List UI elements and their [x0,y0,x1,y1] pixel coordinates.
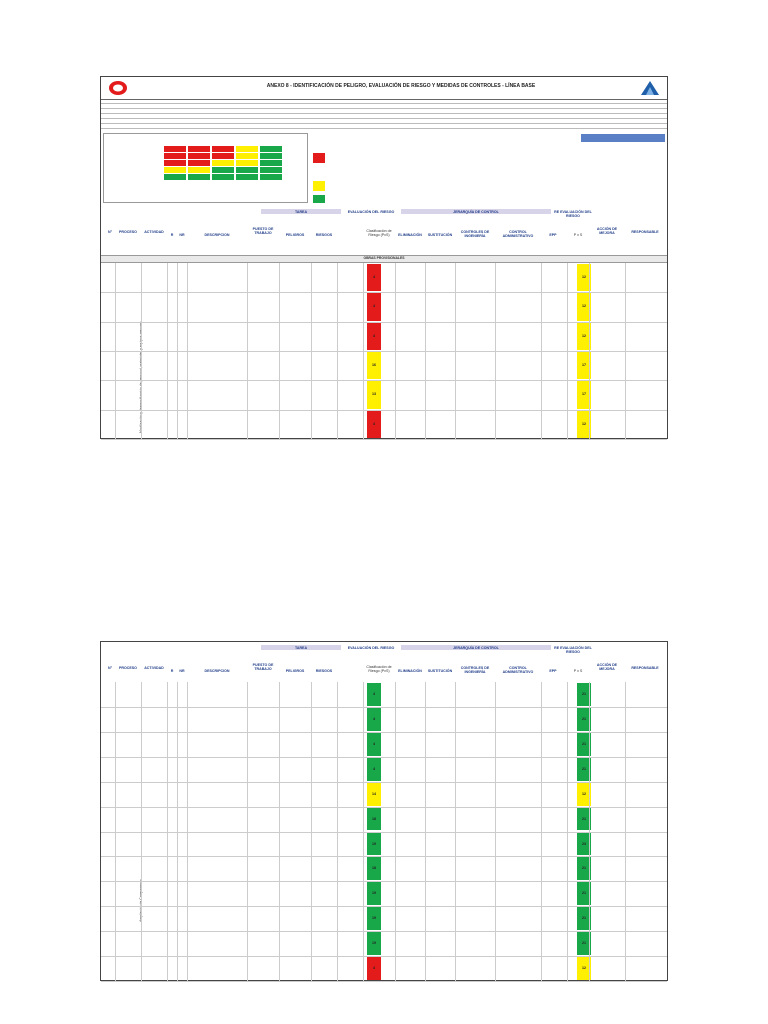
header-eliminacion: ELIMINACIÓN [398,669,422,673]
column-divider [589,682,590,981]
residual-risk-cell: 21 [577,758,591,781]
header-administrativo: CONTROL ADMINISTRATIVO [502,230,534,238]
header-actividad: ACTIVIDAD [144,666,164,670]
page-one [100,76,668,439]
residual-risk-cell: 12 [577,264,591,291]
column-divider [425,682,426,981]
risk-level-cell: 18 [367,808,381,831]
header-peligros: PELIGROS [285,233,305,237]
risk-level-cell: 16 [367,352,381,379]
residual-risk-cell: 23 [577,833,591,856]
header-eliminacion: ELIMINACIÓN [398,233,422,237]
header-clasificacion: Clasificación de Riesgo (PxS) [366,665,392,673]
residual-risk-cell: 21 [577,733,591,756]
section-title: OBRAS PROVISIONALES [363,256,405,260]
risk-level-cell: 19 [367,907,381,930]
header-n: N° [107,666,113,670]
header-ingenieria: CONTROLES DE INGENIERÍA [460,666,490,674]
risk-level-cell: 13 [367,381,381,408]
column-divider [141,682,142,981]
header-nr: NR [179,233,185,237]
table-row-divider [101,439,667,440]
header-accion: ACCIÓN DE MEJORA [596,663,618,671]
column-divider [279,263,280,439]
column-divider [495,682,496,981]
risk-level-cell: 4 [367,708,381,731]
column-divider [625,682,626,981]
column-divider [495,263,496,439]
column-divider [395,263,396,439]
risk-level-cell: 4 [367,293,381,320]
column-divider [425,263,426,439]
column-divider [541,682,542,981]
risk-level-cell: 19 [367,833,381,856]
header-administrativo: CONTROL ADMINISTRATIVO [502,666,534,674]
header-ingenieria: CONTROLES DE INGENIERÍA [460,230,490,238]
column-divider [187,263,188,439]
risk-level-cell: 4 [367,733,381,756]
header-reevaluacion: RE EVALUACIÓN DEL RIESGO [554,210,592,218]
header-pxs: P x S [573,669,583,673]
residual-risk-cell: 17 [577,381,591,408]
residual-risk-cell: 12 [577,957,591,980]
table-row-divider [101,981,667,982]
residual-risk-cell: 21 [577,683,591,706]
column-divider [455,263,456,439]
column-divider [363,263,364,439]
column-divider [455,682,456,981]
header-r: R [170,669,174,673]
residual-risk-cell: 12 [577,411,591,438]
header-tarea: TAREA [294,210,308,214]
column-divider [625,263,626,439]
column-divider [541,263,542,439]
column-divider [247,263,248,439]
risk-level-cell: 19 [367,932,381,955]
header-clasificacion: Clasificación de Riesgo (PxS) [366,229,392,237]
risk-level-cell: 19 [367,882,381,905]
column-divider [187,682,188,981]
header-epp: EPP [549,233,557,237]
residual-risk-cell: 12 [577,783,591,806]
header-proceso: PROCESO [119,230,137,234]
column-divider [311,263,312,439]
column-divider [247,682,248,981]
legend-band [581,134,665,142]
document-title: ANEXO 8 - IDENTIFICACIÓN DE PELIGRO, EVALUACIÓN DE RIESGO Y MEDIDAS DE CONTROLES - LÍNEA BASE [266,83,536,89]
column-divider [115,682,116,981]
column-divider [363,682,364,981]
column-divider [167,263,168,439]
header-descripcion: DESCRIPCION [204,669,230,673]
header-accion: ACCIÓN DE MEJORA [596,227,618,235]
header-sustitucion: SUSTITUCIÓN [427,669,453,673]
header-tarea: TAREA [294,646,308,650]
brand-logo-icon [639,79,661,97]
header-reevaluacion: RE EVALUACIÓN DEL RIESGO [554,646,592,654]
column-divider [567,263,568,439]
header-riesgos: RIESGOS [315,669,333,673]
header-epp: EPP [549,669,557,673]
column-divider [567,682,568,981]
risk-level-cell: 4 [367,758,381,781]
risk-level-cell: 4 [367,323,381,350]
residual-risk-cell: 21 [577,808,591,831]
risk-matrix [103,133,308,203]
column-divider [115,263,116,439]
header-n: N° [107,230,113,234]
column-divider [589,263,590,439]
risk-level-cell: 14 [367,783,381,806]
header-responsable: RESPONSABLE [631,666,659,670]
risk-level-cell: 4 [367,683,381,706]
header-puesto: PUESTO DE TRABAJO [252,227,274,235]
column-divider [177,682,178,981]
column-divider [337,263,338,439]
header-puesto: PUESTO DE TRABAJO [252,663,274,671]
header-pxs: P x S [573,233,583,237]
page-two [100,641,668,981]
column-divider [141,263,142,439]
header-nr: NR [179,669,185,673]
column-divider [311,682,312,981]
column-divider [337,682,338,981]
column-divider [177,263,178,439]
residual-risk-cell: 21 [577,882,591,905]
column-divider [167,682,168,981]
residual-risk-cell: 21 [577,857,591,880]
residual-risk-cell: 12 [577,293,591,320]
risk-level-cell: 18 [367,857,381,880]
company-logo-icon [107,79,129,97]
residual-risk-cell: 21 [577,708,591,731]
header-peligros: PELIGROS [285,669,305,673]
header-evaluacion: EVALUACIÓN DEL RIESGO [347,646,395,650]
column-divider [279,682,280,981]
residual-risk-cell: 12 [577,323,591,350]
header-evaluacion: EVALUACIÓN DEL RIESGO [347,210,395,214]
risk-level-cell: 4 [367,264,381,291]
header-descripcion: DESCRIPCION [204,233,230,237]
residual-risk-cell: 17 [577,352,591,379]
residual-risk-cell: 21 [577,907,591,930]
header-sustitucion: SUSTITUCIÓN [427,233,453,237]
header-actividad: ACTIVIDAD [144,230,164,234]
column-divider [395,682,396,981]
document-header [101,77,667,100]
header-r: R [170,233,174,237]
residual-risk-cell: 21 [577,932,591,955]
header-jerarquia: JERARQUÍA DE CONTROL [453,210,499,214]
header-proceso: PROCESO [119,666,137,670]
risk-level-cell: 4 [367,411,381,438]
header-riesgos: RIESGOS [315,233,333,237]
risk-level-cell: 4 [367,957,381,980]
header-jerarquia: JERARQUÍA DE CONTROL [453,646,499,650]
header-responsable: RESPONSABLE [631,230,659,234]
